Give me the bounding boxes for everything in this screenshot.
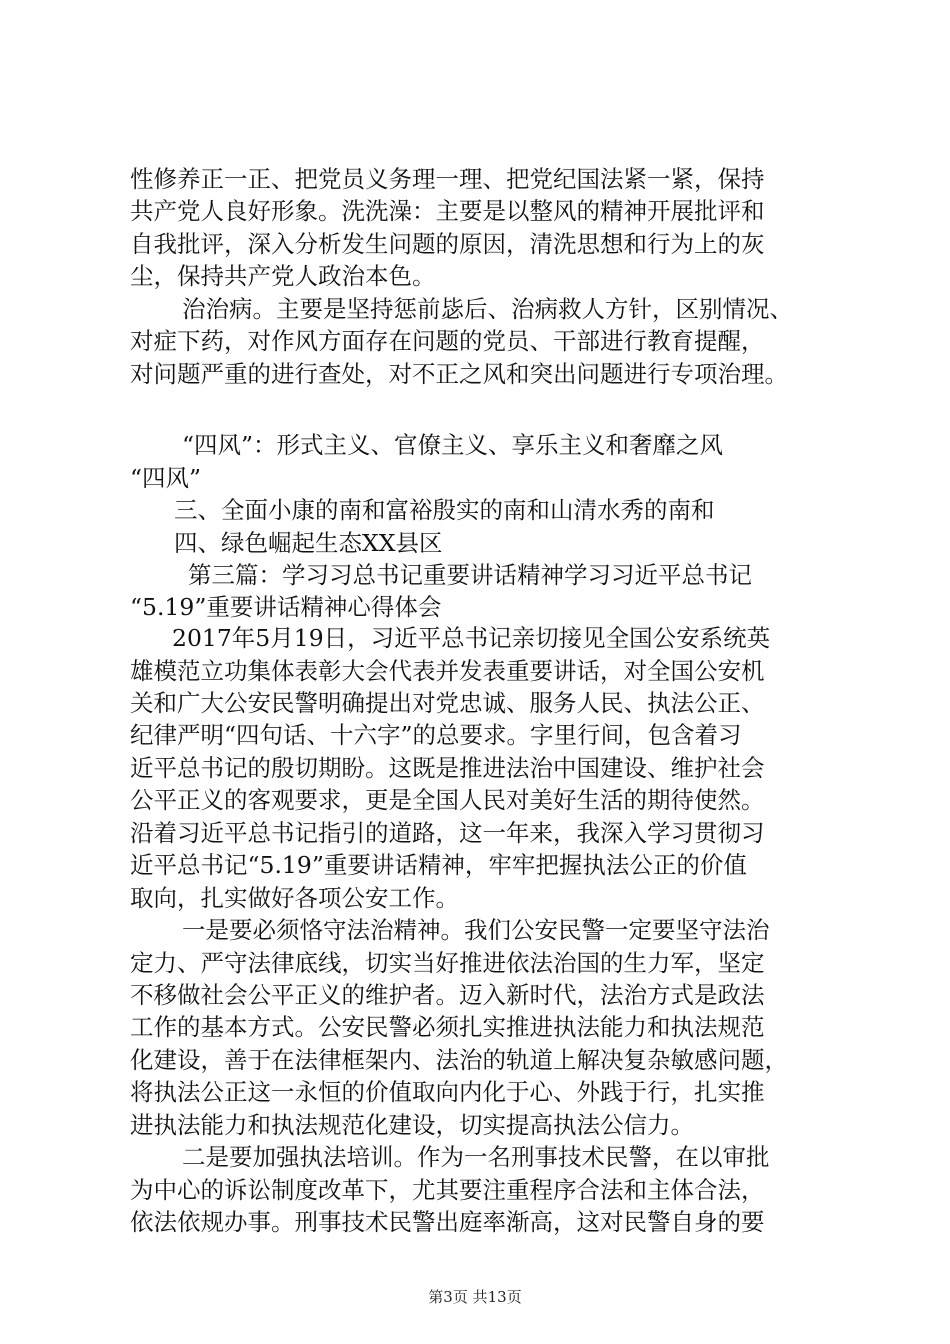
text-line: 四、绿色崛起生态XX县区 (174, 528, 443, 557)
page-number: 第3页 共13页 (428, 1288, 522, 1306)
text-line: 取向，扎实做好各项公安工作。 (130, 883, 459, 912)
text-line: 定力、严守法律底线，切实当好推进依法治国的生力军，坚定 (130, 948, 765, 977)
text-line: 二是要加强执法培训。作为一名刑事技术民警，在以审批 (182, 1143, 770, 1172)
text-line: 近平总书记的殷切期盼。这既是推进法治中国建设、维护社会 (130, 753, 765, 782)
text-line: 化建设，善于在法律框架内、法治的轨道上解决复杂敏感问题， (130, 1045, 788, 1074)
text-line: 进执法能力和执法规范化建设，切实提高执法公信力。 (130, 1110, 694, 1139)
text-line: 公平正义的客观要求，更是全国人民对美好生活的期待使然。 (130, 786, 765, 815)
text-line: 共产党人良好形象。洗洗澡：主要是以整风的精神开展批评和 (130, 197, 765, 226)
text-line: 对问题严重的进行查处，对不正之风和突出问题进行专项治理。 (130, 359, 788, 388)
text-line: 对症下药，对作风方面存在问题的党员、干部进行教育提醒， (130, 327, 765, 356)
text-line: 尘，保持共产党人政治本色。 (130, 262, 436, 291)
text-line: 为中心的诉讼制度改革下，尤其要注重程序合法和主体合法， (130, 1175, 765, 1204)
text-line: 关和广大公安民警明确提出对党忠诚、服务人民、执法公正、 (130, 689, 765, 718)
text-line: 纪律严明“四句话、十六字”的总要求。字里行间，包含着习 (130, 721, 742, 750)
text-line: 雄模范立功集体表彰大会代表并发表重要讲话，对全国公安机 (130, 656, 765, 685)
text-line: “四风” (130, 463, 202, 492)
text-line: 性修养正一正、把党员义务理一理、把党纪国法紧一紧，保持 (130, 165, 765, 193)
text-line: 工作的基本方式。公安民警必须扎实推进执法能力和执法规范 (130, 1013, 765, 1042)
text-line: 治治病。主要是坚持惩前毖后、治病救人方针，区别情况、 (182, 294, 793, 323)
text-line: 沿着习近平总书记指引的道路，这一年来，我深入学习贯彻习 (130, 818, 765, 847)
text-line: 近平总书记“5.19”重要讲话精神，牢牢把握执法公正的价值 (130, 851, 747, 880)
text-line: 依法依规办事。刑事技术民警出庭率渐高，这对民警自身的要 (130, 1207, 765, 1236)
text-line: “四风”：形式主义、官僚主义、享乐主义和奢靡之风 (182, 431, 724, 460)
text-line: 将执法公正这一永恒的价值取向内化于心、外践于行，扎实推 (130, 1078, 765, 1107)
text-line: 一是要必须恪守法治精神。我们公安民警一定要坚守法治 (182, 916, 770, 945)
text-line: 三、全面小康的南和富裕殷实的南和山清水秀的南和 (174, 496, 715, 525)
text-line: 不移做社会公平正义的维护者。迈入新时代，法治方式是政法 (130, 980, 765, 1009)
text-line: 第三篇：学习习总书记重要讲话精神学习习近平总书记 (188, 561, 752, 590)
text-line: 2017年5月19日，习近平总书记亲切接见全国公安系统英 (172, 624, 771, 653)
text-line: “5.19”重要讲话精神心得体会 (130, 593, 442, 622)
text-line: 自我批评，深入分析发生问题的原因，清洗思想和行为上的灰 (130, 229, 765, 258)
